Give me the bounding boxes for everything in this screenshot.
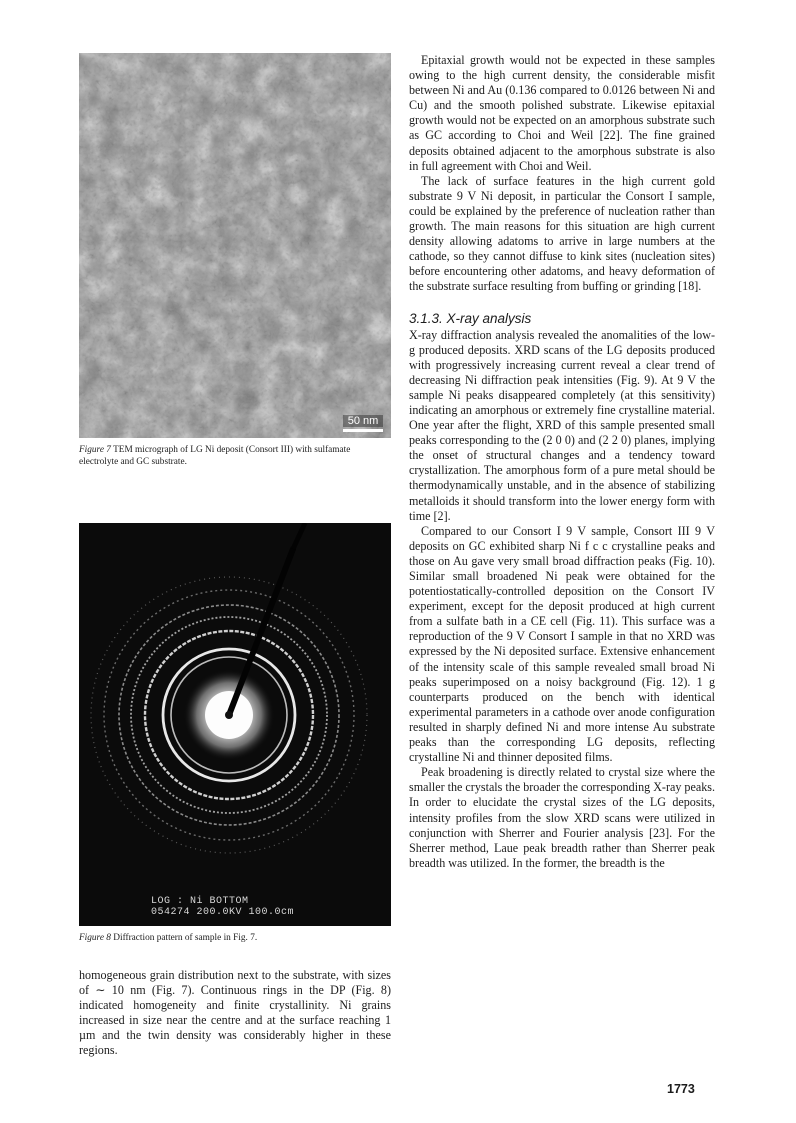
diffraction-pattern-figure [79, 523, 391, 926]
paragraph-epitaxial-growth: Epitaxial growth would not be expected in these samples owing to the high current density, the considerable misfit between Ni and Au (0.136 compared to 0.0126 between Ni and Cu) and the smooth polished substrate. Likewise epitaxial growth would not be expected on an amorphous substrate such as GC according to Choi and Weil [22]. The fine grained deposits obtained adjacent to the amorphous substrate is also in full agreement with Choi and Weil. [409, 53, 715, 173]
paragraph-surface-features: The lack of surface features in the high current gold substrate 9 V Ni deposit, in particular the Consort I sample, could be explained by the preference of nucleation rather than growth. The main reasons for this situation are high current density allowing adatoms to arrive in large numbers at the cathode, so they cannot diffuse to kink sites (nucleation sites) before encountering other adatoms, and heavy deformation of the substrate surface resulting from buffing or grinding [18]. [409, 173, 715, 294]
scale-bar-line [343, 429, 383, 432]
page-number: 1773 [667, 1082, 695, 1096]
figure-7-caption [79, 444, 391, 468]
diffraction-meta-line-1: LOG : Ni BOTTOM [151, 896, 249, 907]
figure-8-caption [79, 932, 391, 944]
section-heading-xray-analysis: 3.1.3. X-ray analysis [409, 310, 532, 326]
left-column [79, 53, 391, 1058]
scale-bar [343, 415, 383, 432]
figure-7-label: Figure 7 [79, 445, 111, 455]
diffraction-meta-line-2: 054274 200.0KV 100.0cm [151, 907, 295, 918]
left-column-paragraph: homogeneous grain distribution next to the substrate, with sizes of ∼ 10 nm (Fig. 7). Continuous rings in the DP (Fig. 8) indicated homogeneity and finite crystallinity. Ni grains increased in size near the centre and at the surface reaching 1 µm and the twin density was considerably higher in these regions. [79, 968, 391, 1058]
paragraph-peak-broadening: Peak broadening is directly related to crystal size where the smaller the crystals the broader the corresponding X-ray peaks. In order to elucidate the crystal sizes of the LG deposits, intensity profiles from the slow XRD scans were utilized in conjunction with Sherrer and Fourier analysis [23]. For the Sherrer method, Laue peak breadth rather than Sherrer peak breadth was utilized. In the former, the breadth is the [409, 765, 715, 870]
paragraph-consort-comparison: Compared to our Consort I 9 V sample, Consort III 9 V deposits on GC exhibited sharp Ni f c c crystalline peaks and those on Au gave very small broad diffraction peaks (Fig. 10). Similar small broadened Ni peak were obtained for the potentiostatically-controlled deposition on the Consort IV experiment, except for the deposit produced at high current from a sulfate bath in a CE cell (Fig. 11). This surface was a reproduction of the 9 V Consort I sample in that no XRD was expressed by the Ni deposited surface. Extensive enhancement of the intensity scale of this sample revealed small broad Ni peaks superimposed on a noisy background (Fig. 12). 1 g counterparts produced on the bench with identical experimental parameters in a cathode over anode configuration resulted in sharply defined Ni and more intense Au substrate peaks than the corresponding LG deposits, reflecting crystalline Ni and thinner deposited films. [409, 523, 715, 765]
figure-8-label: Figure 8 [79, 933, 111, 943]
diffraction-meta-text [151, 896, 294, 918]
paragraph-xrd-anomalities: X-ray diffraction analysis revealed the anomalities of the low-g produced deposits. XRD scans of the LG deposits produced with progressively increasing current reveal a clear trend of decreasing Ni diffraction peak intensities (Fig. 9). At 9 V the sample Ni peaks disappeared completely (at this sensitivity) indicating an amorphous or extremely fine crystalline material. One year after the flight, XRD of this sample presented small peaks corresponding to the (2 0 0) and (2 2 0) planes, implying the onset of structural changes and a tendency toward crystallization. The amorphous form of a pure metal should be thermodynamically unstable, and in the absence of stabilizing metalloids it should transform into the lower energy form with time [2]. [409, 327, 715, 523]
right-column [409, 53, 715, 871]
figure-8-caption-text: Diffraction pattern of sample in Fig. 7. [113, 933, 258, 943]
diffraction-pattern-image [79, 523, 391, 926]
tem-micrograph-image [79, 53, 391, 438]
figure-7-caption-text: TEM micrograph of LG Ni deposit (Consort III) with sulfamate electrolyte and GC substrate. [79, 445, 351, 467]
scale-bar-label: 50 nm [343, 415, 383, 427]
tem-micrograph-figure [79, 53, 391, 438]
